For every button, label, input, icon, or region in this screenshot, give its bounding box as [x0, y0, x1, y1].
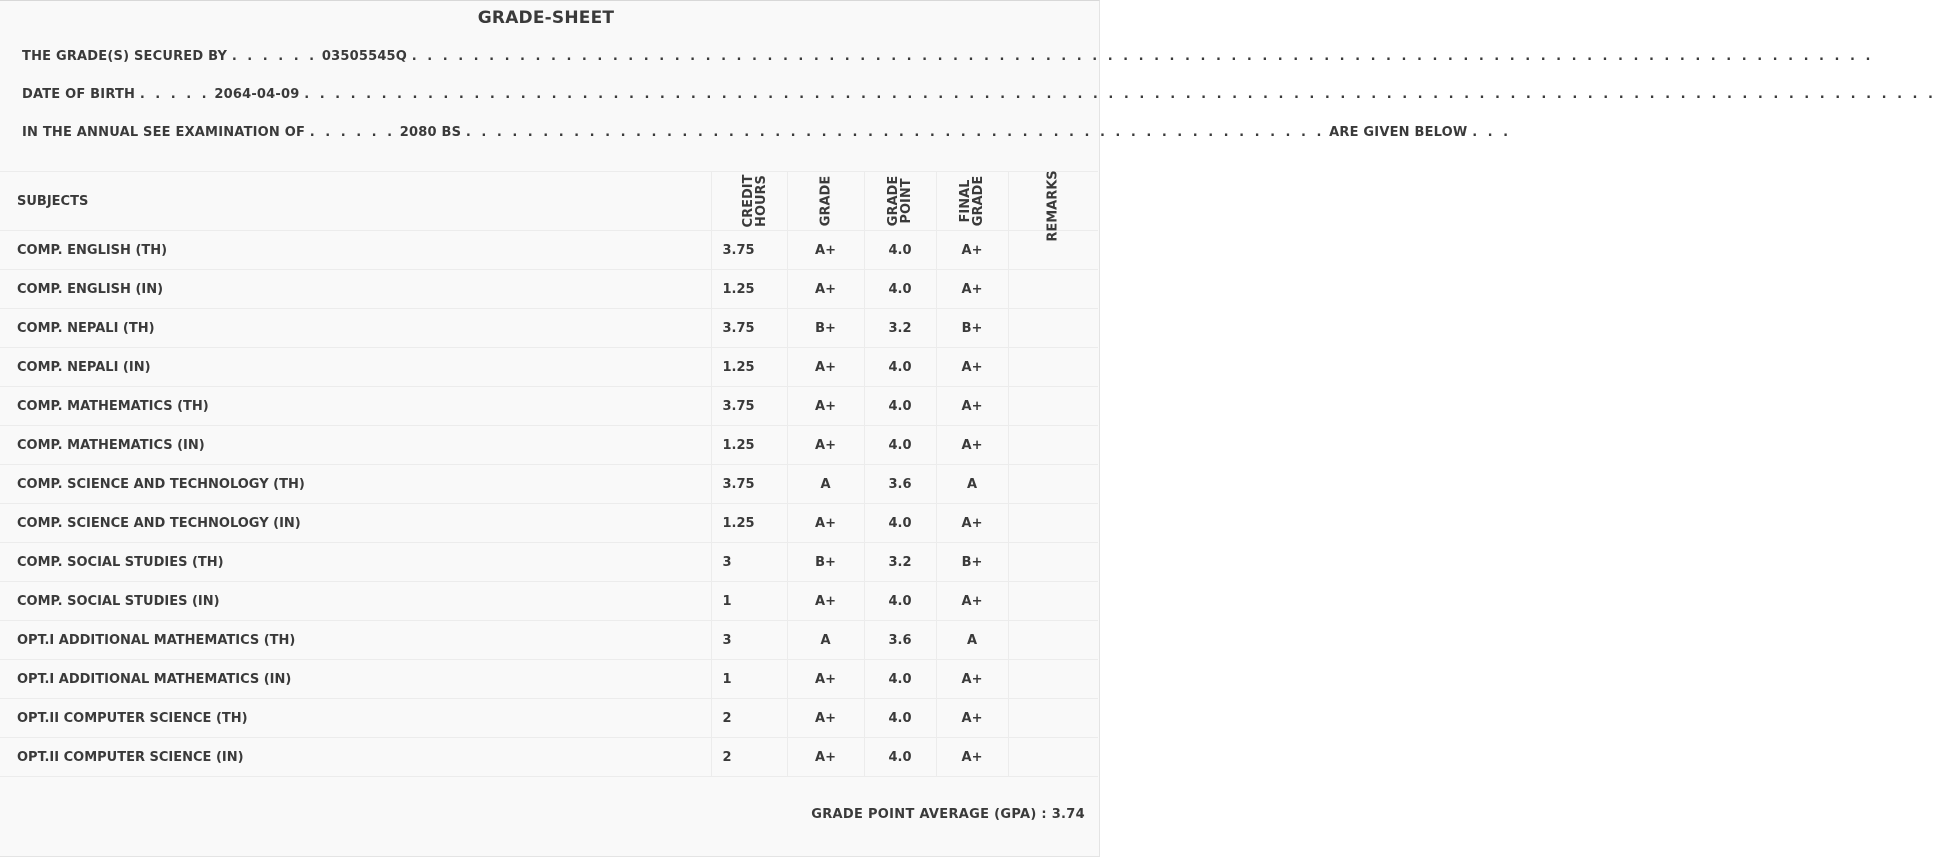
subject-cell: COMP. MATHEMATICS (IN): [0, 426, 711, 465]
credit-hours-cell: 3.75: [711, 309, 787, 348]
remarks-cell: [1008, 699, 1098, 738]
credit-hours-cell: 1: [711, 660, 787, 699]
remarks-cell: [1008, 465, 1098, 504]
final-grade-header: [936, 172, 1008, 231]
final-grade-cell: A: [936, 465, 1008, 504]
table-row: [0, 660, 1098, 699]
table-row: [0, 348, 1098, 387]
grades-table: [0, 171, 1098, 777]
remarks-header-label: REMARKS: [1045, 169, 1061, 242]
table-row: [0, 582, 1098, 621]
grade-cell: A+: [787, 699, 864, 738]
subject-cell: COMP. SOCIAL STUDIES (IN): [0, 582, 711, 621]
dob-lead-dots: . . . . .: [139, 87, 210, 102]
subject-cell: OPT.II COMPUTER SCIENCE (IN): [0, 738, 711, 777]
subject-cell: COMP. MATHEMATICS (TH): [0, 387, 711, 426]
dob-line: [22, 87, 1936, 102]
grades-table-wrap: [0, 171, 1098, 777]
remarks-cell: [1008, 621, 1098, 660]
secured-by-line: [22, 49, 1873, 64]
exam-label: IN THE ANNUAL SEE EXAMINATION OF: [22, 125, 306, 140]
remarks-cell: [1008, 504, 1098, 543]
secured-by-label: THE GRADE(S) SECURED BY: [22, 49, 228, 64]
grade-header-label: GRADE: [818, 175, 833, 227]
subject-cell: COMP. SCIENCE AND TECHNOLOGY (TH): [0, 465, 711, 504]
header-row: [0, 172, 1098, 231]
grade-point-cell: 4.0: [864, 348, 936, 387]
symbol-number: 03505545Q: [321, 49, 408, 64]
final-header-line2: GRADE: [971, 175, 986, 227]
grade-point-cell: 4.0: [864, 231, 936, 270]
exam-year: 2080 BS: [399, 125, 462, 140]
credit-hours-cell: 3.75: [711, 231, 787, 270]
exam-line: [22, 125, 1511, 140]
final-grade-cell: B+: [936, 543, 1008, 582]
remarks-cell: [1008, 660, 1098, 699]
credit-hours-cell: 3: [711, 543, 787, 582]
remarks-cell: [1008, 309, 1098, 348]
credit-hours-cell: 2: [711, 738, 787, 777]
gpa-summary: GRADE POINT AVERAGE (GPA) : 3.74: [811, 807, 1085, 822]
grade-cell: A+: [787, 738, 864, 777]
credit-hours-cell: 1.25: [711, 504, 787, 543]
remarks-header: [1008, 169, 1098, 242]
final-header-line1: FINAL: [958, 179, 973, 223]
table-row: [0, 465, 1098, 504]
subject-cell: COMP. SCIENCE AND TECHNOLOGY (IN): [0, 504, 711, 543]
grade-point-cell: 4.0: [864, 504, 936, 543]
table-row: [0, 738, 1098, 777]
grade-cell: A: [787, 465, 864, 504]
grade-cell: A+: [787, 504, 864, 543]
remarks-cell: [1008, 543, 1098, 582]
dob-label: DATE OF BIRTH: [22, 87, 136, 102]
table-row: [0, 426, 1098, 465]
subject-cell: COMP. ENGLISH (IN): [0, 270, 711, 309]
grade-point-cell: 4.0: [864, 699, 936, 738]
dob-trail-dots: . . . . . . . . . . . . . . . . . . . . . . . . . . . . . . . . . . . . . . . . . . . . . . . . . . . . . . . . . . . . . . . . . . . . . . . . . . . . . . . . . . . . . . . . . . . . . . . . . . . . . . . . . .: [304, 87, 1936, 102]
grade-point-cell: 4.0: [864, 582, 936, 621]
grade-cell: A+: [787, 582, 864, 621]
point-header-line1: GRADE: [886, 175, 901, 227]
subject-cell: COMP. SOCIAL STUDIES (TH): [0, 543, 711, 582]
final-grade-cell: A+: [936, 426, 1008, 465]
grade-point-cell: 4.0: [864, 426, 936, 465]
grade-cell: A+: [787, 426, 864, 465]
table-row: [0, 543, 1098, 582]
final-grade-cell: A+: [936, 504, 1008, 543]
final-grade-cell: A+: [936, 738, 1008, 777]
table-row: [0, 504, 1098, 543]
final-grade-cell: A+: [936, 699, 1008, 738]
remarks-cell: [1008, 582, 1098, 621]
grade-point-cell: 4.0: [864, 738, 936, 777]
final-grade-cell: A+: [936, 660, 1008, 699]
secured-by-lead-dots: . . . . . .: [231, 49, 318, 64]
subject-cell: COMP. NEPALI (IN): [0, 348, 711, 387]
final-grade-cell: A+: [936, 231, 1008, 270]
final-grade-cell: A+: [936, 348, 1008, 387]
grade-cell: A+: [787, 348, 864, 387]
credit-hours-cell: 1.25: [711, 270, 787, 309]
table-row: [0, 699, 1098, 738]
grade-point-cell: 4.0: [864, 660, 936, 699]
table-row: [0, 270, 1098, 309]
credit-hours-cell: 1: [711, 582, 787, 621]
credit-hours-cell: 3.75: [711, 465, 787, 504]
grade-point-cell: 3.2: [864, 309, 936, 348]
grade-point-header: [864, 172, 936, 231]
grade-point-cell: 3.6: [864, 465, 936, 504]
final-grade-cell: B+: [936, 309, 1008, 348]
grade-header: [787, 172, 864, 231]
subject-cell: COMP. ENGLISH (TH): [0, 231, 711, 270]
grade-point-cell: 3.6: [864, 621, 936, 660]
exam-lead-dots: . . . . . .: [309, 125, 396, 140]
credit-header-line1: CREDIT: [740, 174, 756, 228]
grade-point-cell: 4.0: [864, 270, 936, 309]
remarks-cell: [1008, 387, 1098, 426]
page-title: GRADE-SHEET: [477, 8, 615, 28]
table-row: [0, 309, 1098, 348]
grade-cell: A+: [787, 270, 864, 309]
subject-cell: COMP. NEPALI (TH): [0, 309, 711, 348]
subject-cell: OPT.II COMPUTER SCIENCE (TH): [0, 699, 711, 738]
point-header-line2: POINT: [899, 178, 914, 224]
dob-value: 2064-04-09: [214, 87, 300, 102]
final-grade-cell: A+: [936, 387, 1008, 426]
exam-mid-dots: . . . . . . . . . . . . . . . . . . . . . . . . . . . . . . . . . . . . . . . . . . . . . . . . . . . . . . . .: [465, 125, 1325, 140]
credit-hours-cell: 1.25: [711, 426, 787, 465]
remarks-cell: [1008, 426, 1098, 465]
credit-hours-cell: 3: [711, 621, 787, 660]
table-row: [0, 231, 1098, 270]
grade-cell: A+: [787, 387, 864, 426]
subject-cell: OPT.I ADDITIONAL MATHEMATICS (IN): [0, 660, 711, 699]
grade-cell: A+: [787, 231, 864, 270]
grade-point-cell: 3.2: [864, 543, 936, 582]
remarks-cell: [1008, 738, 1098, 777]
credit-header-line2: HOURS: [753, 175, 769, 227]
credit-hours-cell: 2: [711, 699, 787, 738]
final-grade-cell: A+: [936, 582, 1008, 621]
grade-point-cell: 4.0: [864, 387, 936, 426]
remarks-cell: [1008, 348, 1098, 387]
final-grade-cell: A+: [936, 270, 1008, 309]
grade-cell: A: [787, 621, 864, 660]
grade-cell: B+: [787, 543, 864, 582]
credit-hours-cell: 1.25: [711, 348, 787, 387]
grade-cell: B+: [787, 309, 864, 348]
credit-hours-cell: 3.75: [711, 387, 787, 426]
remarks-cell: [1008, 270, 1098, 309]
grade-rows: [0, 231, 1098, 777]
final-grade-cell: A: [936, 621, 1008, 660]
subject-cell: OPT.I ADDITIONAL MATHEMATICS (TH): [0, 621, 711, 660]
grade-cell: A+: [787, 660, 864, 699]
table-row: [0, 621, 1098, 660]
credit-hours-header: [711, 172, 787, 231]
exam-trail-dots: . . .: [1472, 125, 1512, 140]
exam-suffix: ARE GIVEN BELOW: [1329, 125, 1468, 140]
secured-by-trail-dots: . . . . . . . . . . . . . . . . . . . . . . . . . . . . . . . . . . . . . . . . . . . . . . . . . . . . . . . . . . . . . . . . . . . . . . . . . . . . . . . . . . . . . . . . . . . . . . .: [411, 49, 1874, 64]
table-row: [0, 387, 1098, 426]
subjects-header: SUBJECTS: [0, 172, 711, 231]
